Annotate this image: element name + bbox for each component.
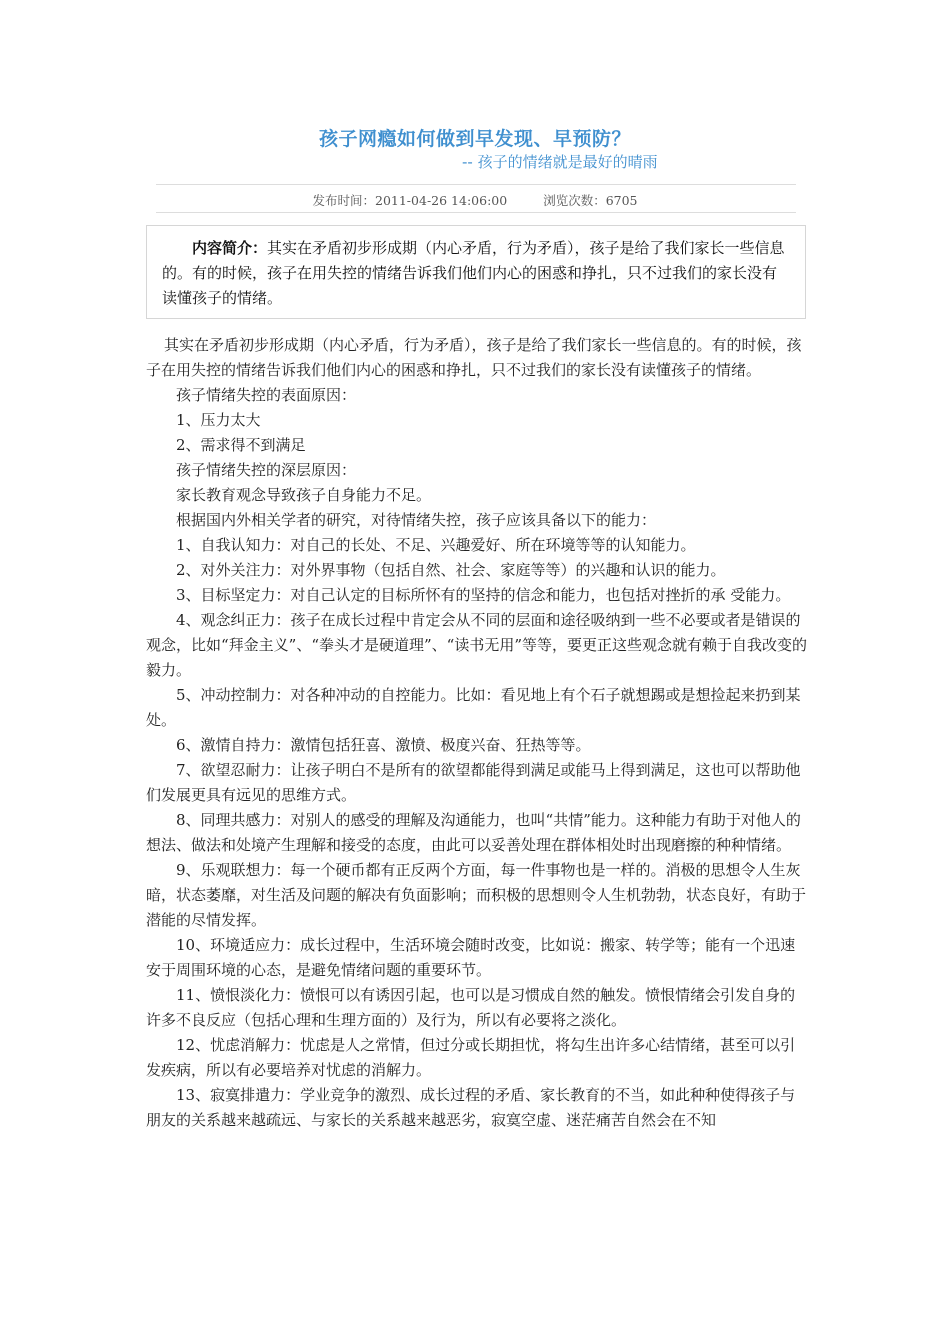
article-body	[146, 333, 808, 1133]
body-paragraph: 9、乐观联想力：每一个硬币都有正反两个方面，每一件事物也是一样的。消极的思想令人生灰暗，状态萎靡，对生活及问题的解决有负面影响；而积极的思想则令人生机勃勃，状态良好，有助于潜能的尽情发挥。	[146, 861, 807, 929]
body-paragraph: 孩子情绪失控的深层原因：	[176, 461, 357, 479]
meta-top-divider	[156, 184, 796, 185]
body-paragraph: 4、观念纠正力：孩子在成长过程中肯定会从不同的层面和途径吸纳到一些不必要或者是错误的观念，比如“拜金主义”、“拳头才是硬道理”、“读书无用”等等，要更正这些观念就有赖于自我改变的毅力。	[146, 611, 808, 679]
body-paragraph: 3、目标坚定力：对自己认定的目标所怀有的坚持的信念和能力，也包括对挫折的承 受能力。	[176, 586, 791, 604]
body-paragraph: 2、对外关注力：对外界事物（包括自然、社会、家庭等等）的兴趣和认识的能力。	[176, 561, 726, 579]
body-paragraph: 11、愤恨淡化力：愤恨可以有诱因引起，也可以是习惯成自然的触发。愤恨情绪会引发自身的许多不良反应（包括心理和生理方面的）及行为，所以有必要将之淡化。	[146, 986, 796, 1029]
body-paragraph: 1、压力太大	[176, 411, 261, 429]
summary-text: 其实在矛盾初步形成期（内心矛盾，行为矛盾），孩子是给了我们家长一些信息的。有的时候，孩子在用失控的情绪告诉我们他们内心的困惑和挣扎，只不过我们的家长没有读懂孩子的情绪。	[162, 239, 785, 307]
body-paragraph: 13、寂寞排遣力：学业竞争的激烈、成长过程的矛盾、家长教育的不当，如此种种使得孩子与朋友的关系越来越疏远、与家长的关系越来越恶劣，寂寞空虚、迷茫痛苦自然会在不知	[146, 1086, 796, 1129]
view-count: 浏览次数：6705	[543, 193, 638, 208]
article-subtitle: -- 孩子的情绪就是最好的晴雨	[462, 153, 658, 171]
body-paragraph: 6、激情自持力：激情包括狂喜、激愤、极度兴奋、狂热等等。	[176, 736, 591, 754]
body-paragraph: 孩子情绪失控的表面原因：	[176, 386, 357, 404]
body-paragraph: 8、同理共感力：对别人的感受的理解及沟通能力，也叫“共情”能力。这种能力有助于对他人的想法、做法和处境产生理解和接受的态度，由此可以妥善处理在群体相处时出现磨擦的种种情绪。	[146, 811, 801, 854]
body-paragraph: 2、需求得不到满足	[176, 436, 306, 454]
publish-time: 发布时间：2011-04-26 14:06:00	[312, 193, 508, 208]
summary-box	[146, 225, 806, 319]
body-paragraph: 1、自我认知力：对自己的长处、不足、兴趣爱好、所在环境等等的认知能力。	[176, 536, 696, 554]
body-paragraph: 根据国内外相关学者的研究，对待情绪失控，孩子应该具备以下的能力：	[176, 511, 657, 529]
body-paragraph: 其实在矛盾初步形成期（内心矛盾，行为矛盾），孩子是给了我们家长一些信息的。有的时候，孩子在用失控的情绪告诉我们他们内心的困惑和挣扎，只不过我们的家长没有读懂孩子的情绪。	[146, 336, 802, 379]
body-paragraph: 家长教育观念导致孩子自身能力不足。	[176, 486, 432, 504]
body-paragraph: 12、忧虑消解力：忧虑是人之常情，但过分或长期担忧，将勾生出许多心结情绪，甚至可以引发疾病，所以有必要培养对忧虑的消解力。	[146, 1036, 796, 1079]
summary-label: 内容简介：	[192, 239, 268, 257]
body-paragraph: 5、冲动控制力：对各种冲动的自控能力。比如：看见地上有个石子就想踢或是想捡起来扔到某处。	[146, 686, 801, 729]
article-title: 孩子网瘾如何做到早发现、早预防？	[318, 128, 631, 150]
body-paragraph: 10、环境适应力：成长过程中，生活环境会随时改变，比如说：搬家、转学等；能有一个迅速安于周围环境的心态，是避免情绪问题的重要环节。	[146, 936, 796, 979]
body-paragraph: 7、欲望忍耐力：让孩子明白不是所有的欲望都能得到满足或能马上得到满足，这也可以帮助他们发展更具有远见的思维方式。	[146, 761, 801, 804]
article-meta	[0, 191, 950, 209]
meta-bottom-divider	[156, 212, 796, 213]
